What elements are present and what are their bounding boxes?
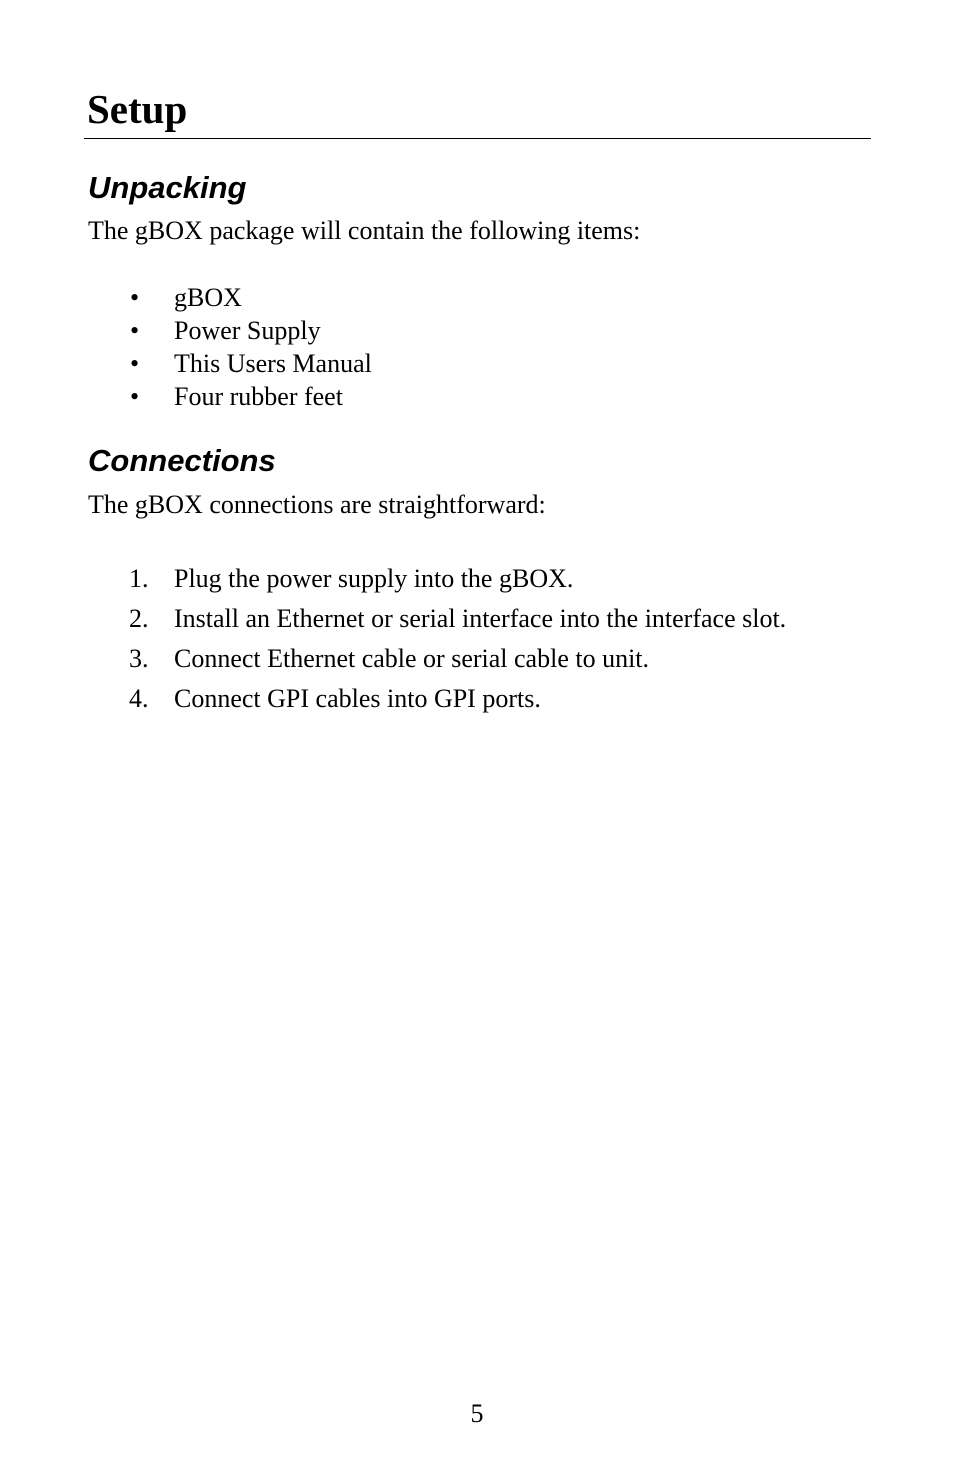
step-number: 2.	[129, 604, 149, 633]
step-number: 4.	[129, 684, 149, 713]
bullet-marker: •	[130, 283, 140, 312]
section-heading-connections: Connections	[88, 443, 276, 478]
list-item	[0, 599, 786, 639]
connections-steps-list	[0, 559, 786, 719]
unpacking-items-list	[0, 281, 372, 413]
list-item-text: This Users Manual	[174, 349, 372, 378]
connections-intro: The gBOX connections are straightforward:	[88, 490, 546, 519]
step-text: Install an Ethernet or serial interface into the interface slot.	[174, 604, 787, 633]
bullet-marker: •	[130, 382, 140, 411]
page-number: 5	[470, 1399, 484, 1428]
list-item	[0, 281, 372, 314]
title-divider	[84, 138, 871, 139]
list-item	[0, 559, 786, 599]
section-heading-unpacking: Unpacking	[88, 170, 247, 205]
page-title: Setup	[87, 86, 188, 132]
list-item	[0, 380, 372, 413]
step-text: Connect Ethernet cable or serial cable to unit.	[174, 644, 650, 673]
step-number: 3.	[129, 644, 149, 673]
list-item	[0, 314, 372, 347]
list-item-text: Power Supply	[174, 316, 321, 345]
unpacking-intro: The gBOX package will contain the following items:	[88, 216, 641, 245]
list-item-text: gBOX	[174, 283, 242, 312]
bullet-marker: •	[130, 349, 140, 378]
bullet-marker: •	[130, 316, 140, 345]
list-item	[0, 347, 372, 380]
step-text: Connect GPI cables into GPI ports.	[174, 684, 541, 713]
list-item	[0, 639, 786, 679]
step-text: Plug the power supply into the gBOX.	[174, 564, 574, 593]
step-number: 1.	[129, 564, 149, 593]
list-item	[0, 679, 786, 719]
list-item-text: Four rubber feet	[174, 382, 343, 411]
